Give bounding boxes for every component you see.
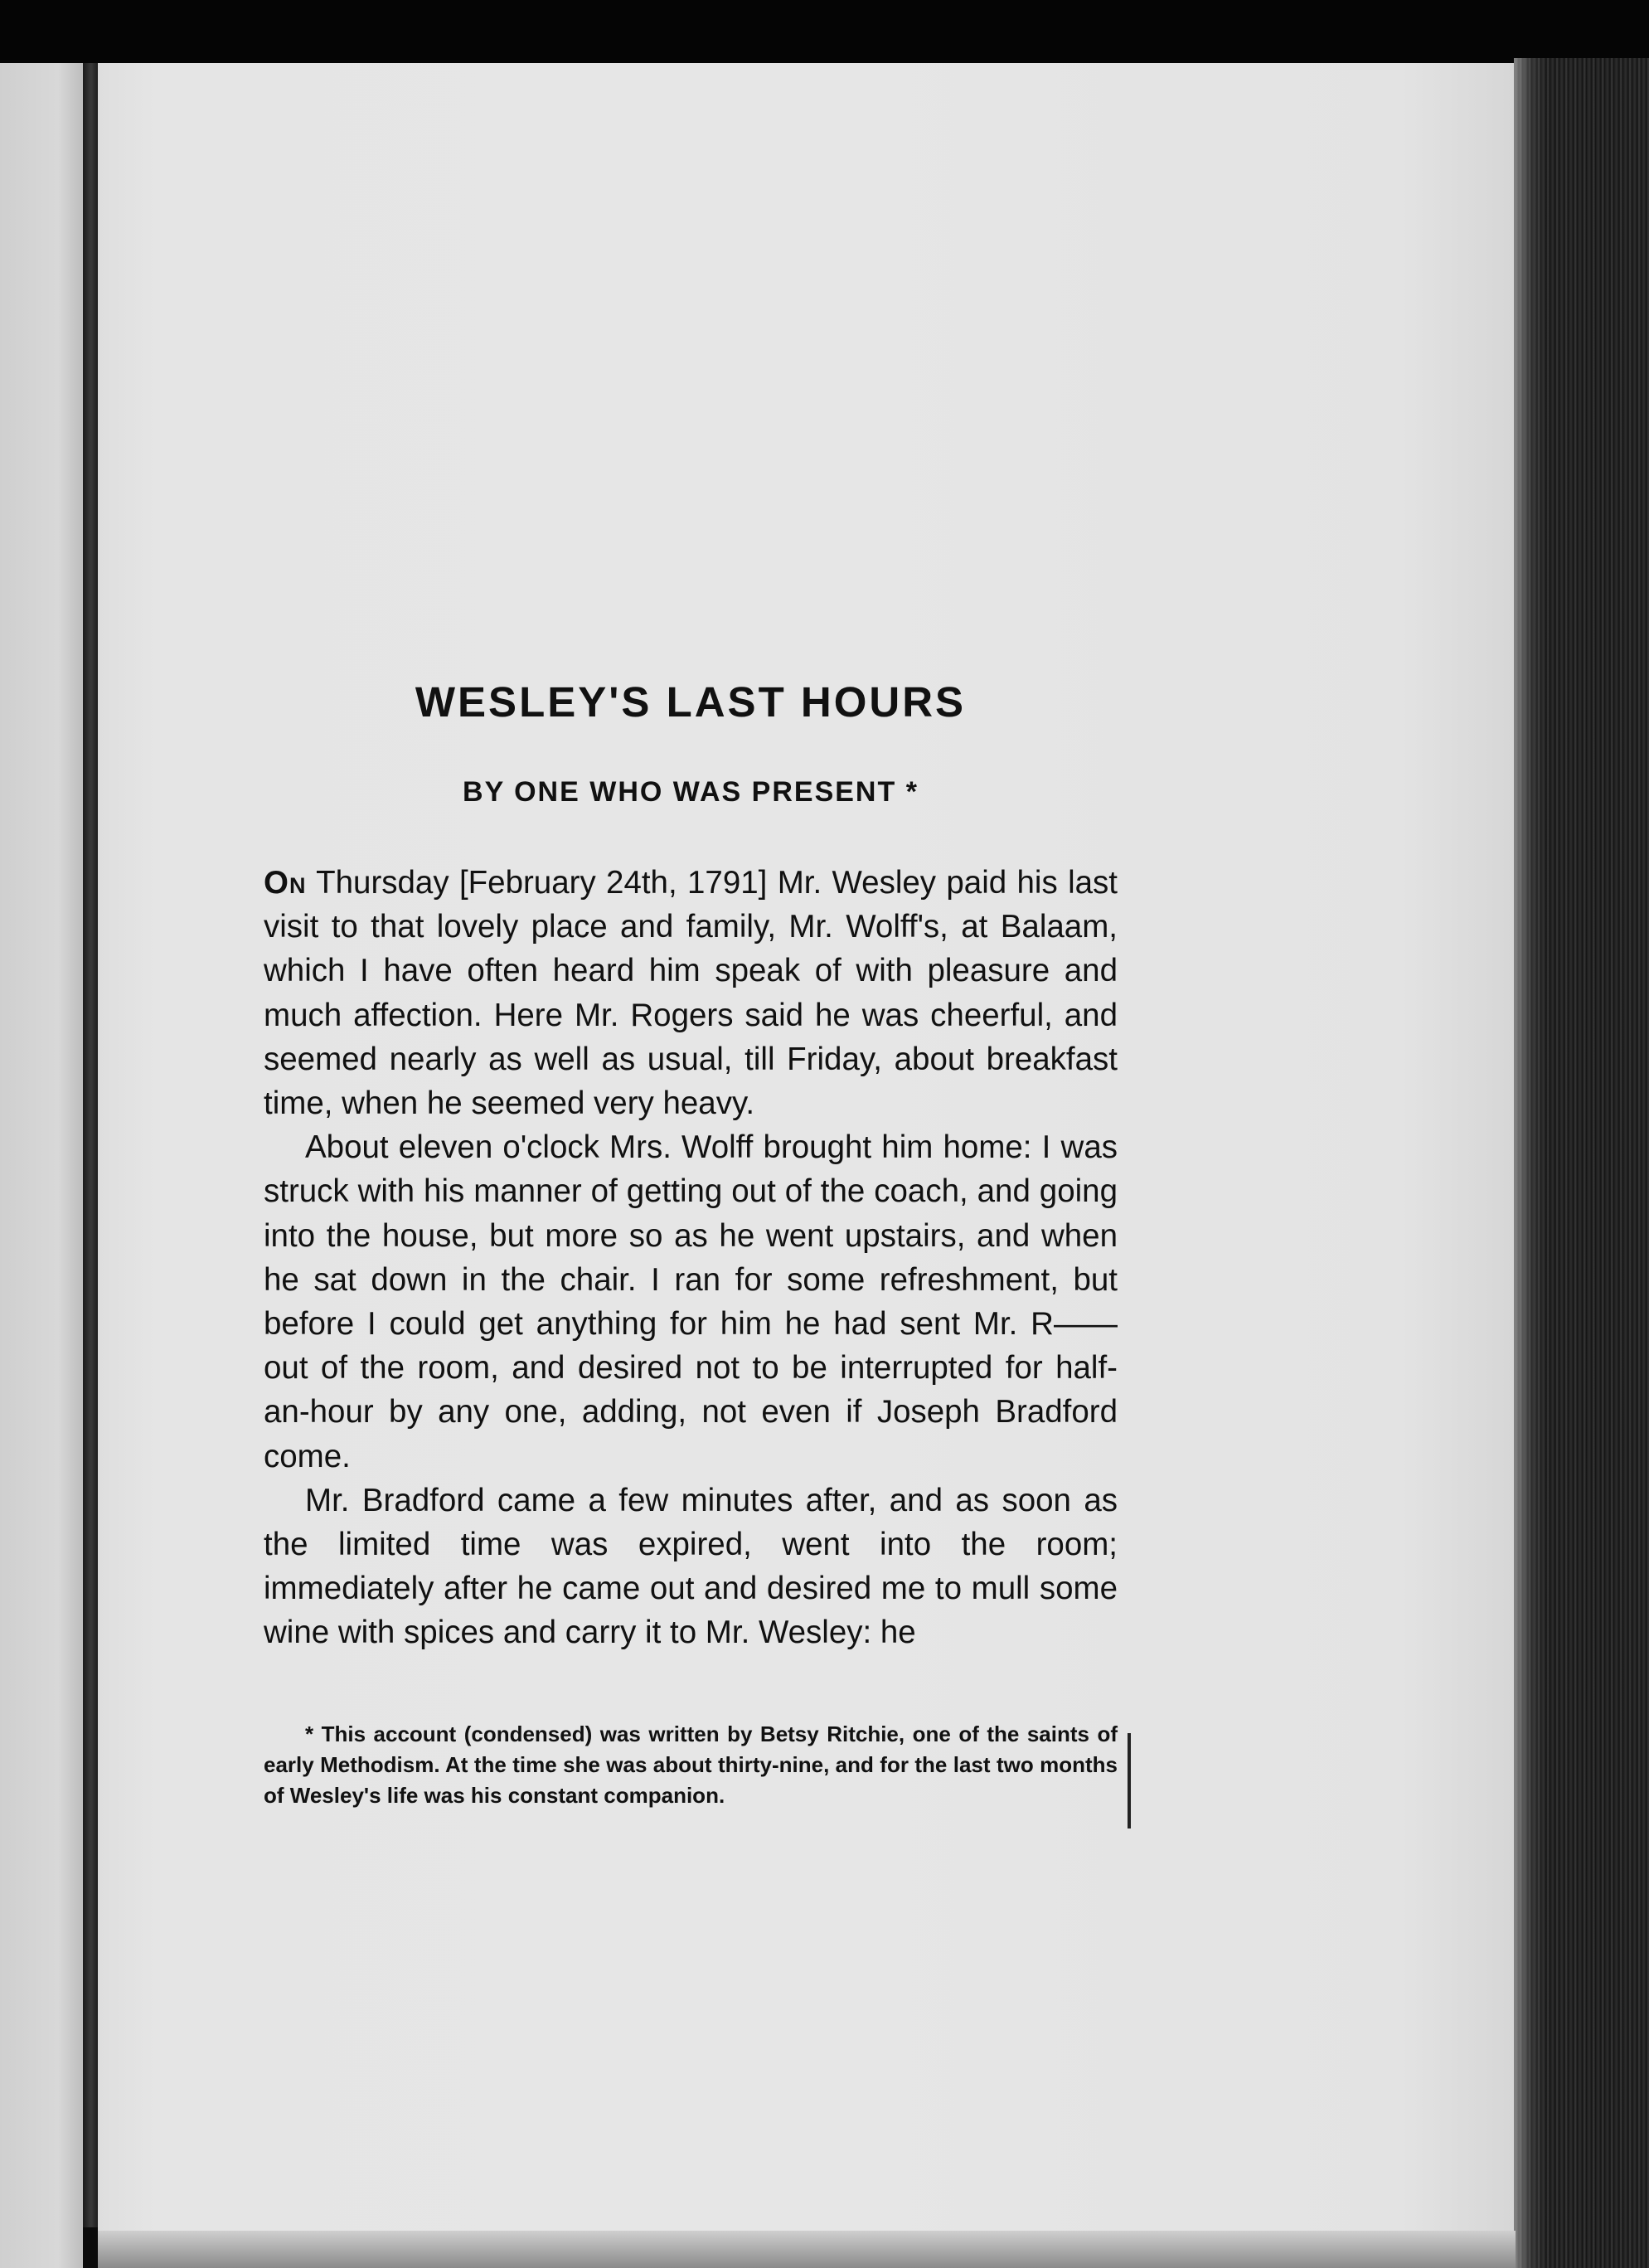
paragraph-1 xyxy=(264,861,1118,1125)
page-bottom-shadow xyxy=(98,2231,1516,2268)
page-edge-highlight xyxy=(1514,58,1547,2268)
footnote: * This account (condensed) was written by Betsy Ritchie, one of the saints of early Methodism. At the time she was about thirty-nine, and for the last two months of Wesley's life was his constant companion. xyxy=(264,1722,1118,1808)
paragraph-2: About eleven o'clock Mrs. Wolff brought him home: I was struck with his manner of getting out of the coach, and going into the house, but more so as he went upstairs, and when he sat down in the chair. I ran for some refreshment, but before I could get anything for him he had sent Mr. R—— out of the room, and desired not to be interrupted for half-an-hour by any one, adding, not even if Joseph Bradford come. xyxy=(264,1129,1118,1474)
paragraph-1-lead: On xyxy=(264,865,307,901)
paragraph-1-text: Thursday [February 24th, 1791] Mr. Wesley paid his last visit to that lovely place and family, Mr. Wolff's, at Balaam, which I have often heard him speak of with pleasure and much affection. Here Mr. Rogers said he was cheerful, and seemed nearly as well as usual, till Friday, about breakfast time, when he seemed very heavy. xyxy=(264,865,1118,1122)
paragraph-3: Mr. Bradford came a few minutes after, and as soon as the limited time was expired, went into the room; immediately after he came out and desired me to mull some wine with spices and carry it to Mr. Wesley: he xyxy=(264,1482,1118,1651)
margin-mark xyxy=(1128,1733,1131,1828)
body-text xyxy=(264,861,1118,1655)
scan-top-border xyxy=(0,0,1649,65)
chapter-subtitle xyxy=(264,771,1118,813)
chapter-title: WESLEY'S LAST HOURS xyxy=(415,678,967,726)
footnote-marker: * xyxy=(905,776,919,808)
subtitle-text: BY ONE WHO WAS PRESENT xyxy=(463,776,897,808)
left-page-margin xyxy=(0,63,83,2268)
